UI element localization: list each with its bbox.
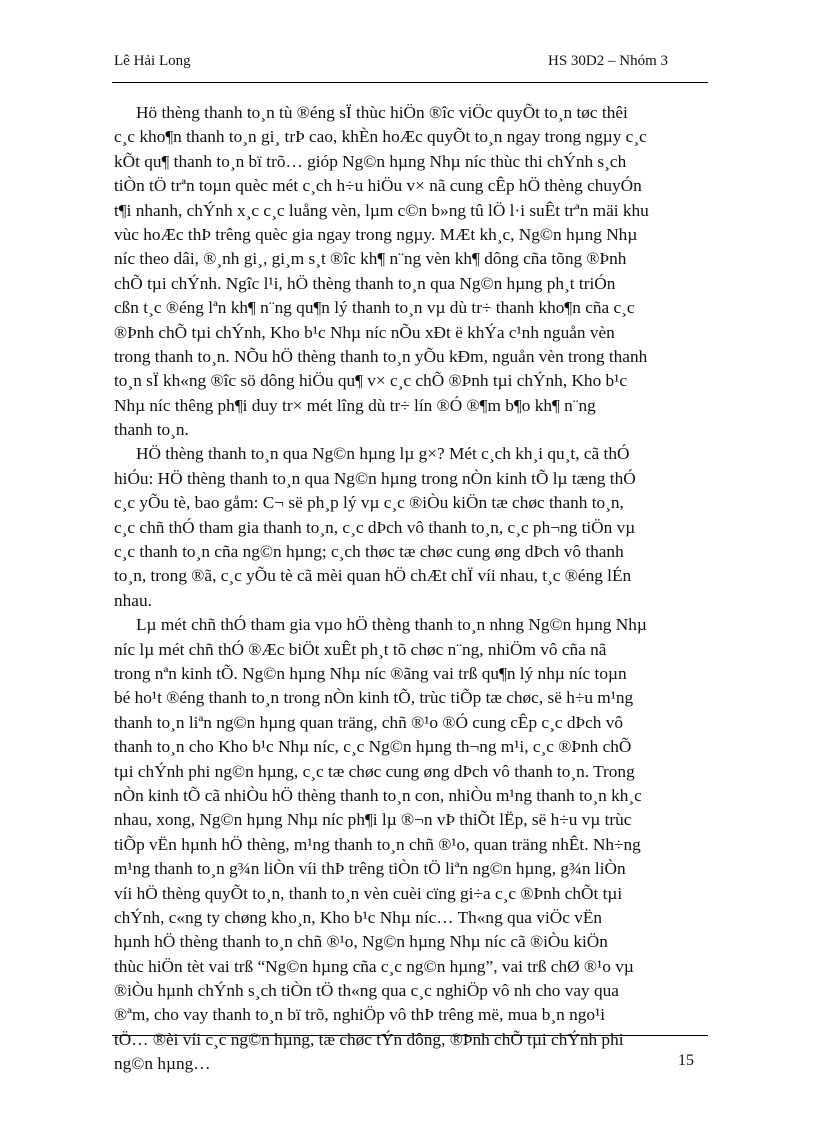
text-line: tiÕp vËn hµnh hÖ thèng, m¹ng thanh to¸n chñ ®¹o, quan träng nhÊt. Nh÷ng xyxy=(114,834,641,854)
header-rule xyxy=(112,82,708,83)
text-line: ®ªm, cho vay thanh to¸n bï trõ, nghiÖp vô thÞ trêng më, mua b¸n ngo¹i xyxy=(114,1005,606,1025)
text-line: m¹ng thanh to¸n g¾n liÒn víi thÞ trêng tiÒn tÖ liªn ng©n hµng, g¾n liÒn xyxy=(114,859,626,879)
text-line: hµnh hÖ thèng thanh to¸n chñ ®¹o, Ng©n hµng Nhµ níc cã ®iÒu kiÖn xyxy=(114,932,608,952)
text-line: kÕt qu¶ thanh to¸n bï trõ… gióp Ng©n hµng Nhµ níc thùc thi chÝnh s¸ch xyxy=(114,151,627,171)
text-line: ®iÒu hµnh chÝnh s¸ch tiÒn tÖ th«ng qua c¸c nghiÖp vô nh cho vay qua xyxy=(114,981,619,1001)
text-line: Lµ mét chñ thÓ tham gia vµo hÖ thèng thanh to¸n nhng Ng©n hµng Nhµ xyxy=(136,615,647,635)
text-line: chÕ tµi chÝnh. Ngîc l¹i, hÖ thèng thanh to¸n qua Ng©n hµng ph¸t triÓn xyxy=(114,273,616,293)
page-number: 15 xyxy=(678,1052,694,1069)
text-line: Hö thèng thanh to¸n tù ®éng sÏ thùc hiÖn ®îc viÖc quyÕt to¸n tøc thêi xyxy=(136,103,628,122)
text-line: níc theo dâi, ®¸nh gi¸, gi¸m s¸t ®îc kh¶ n¨ng vèn kh¶ dông cña tõng ®Þnh xyxy=(114,249,627,269)
text-line: trong nªn kinh tÕ. Ng©n hµng Nhµ níc ®ãng vai trß qu¶n lý nhµ níc toµn xyxy=(114,663,627,683)
text-line: nhau. xyxy=(114,590,152,610)
header-author: Lê Hải Long xyxy=(114,53,191,69)
text-line: níc lµ mét chñ thÓ ®Æc biÖt xuÊt ph¸t tõ chøc n¨ng, nhiÖm vô cña nã xyxy=(114,639,607,659)
text-line: t¶i nhanh, chÝnh x¸c c¸c luång vèn, lµm c©n b»ng tû lÖ l·i suÊt trªn mäi khu xyxy=(114,200,649,220)
body-text xyxy=(114,101,698,1077)
text-line: thanh to¸n liªn ng©n hµng quan träng, chñ ®¹o ®Ó cung cÊp c¸c dÞch vô xyxy=(114,712,623,732)
text-line: thanh to¸n. xyxy=(114,420,189,440)
text-line: HÖ thèng thanh to¸n qua Ng©n hµng lµ g×? Mét c¸ch kh¸i qu¸t, cã thÓ xyxy=(136,444,630,464)
text-line: c¸c kho¶n thanh to¸n gi¸ trÞ cao, khÈn hoÆc quyÕt to¸n ngay trong ngµy c¸c xyxy=(114,127,647,147)
header-group: HS 30D2 – Nhóm 3 xyxy=(548,53,669,69)
text-line: Nhµ níc thêng ph¶i duy tr× mét lîng dù tr÷ lín ®Ó ®¶m b¶o kh¶ n¨ng xyxy=(114,395,596,415)
footer-rule xyxy=(112,1035,708,1036)
text-line: to¸n sÏ kh«ng ®îc sö dông hiÖu qu¶ v× c¸c chÕ ®Þnh tµi chÝnh, Kho b¹c xyxy=(114,371,628,391)
text-line: víi hÖ thèng quyÕt to¸n, thanh to¸n vèn cuèi cïng gi÷a c¸c ®Þnh chÕt tµi xyxy=(114,883,623,903)
text-line: tÖ… ®èi víi c¸c ng©n hµng, tæ chøc tÝn dông, ®Þnh chÕ tµi chÝnh phi xyxy=(114,1029,624,1049)
text-line: ®Þnh chÕ tµi chÝnh, Kho b¹c Nhµ níc nÕu xÐt ë khÝa c¹nh nguån vèn xyxy=(114,322,615,342)
text-line: to¸n, trong ®ã, c¸c yÕu tè cã mèi quan hÖ chÆt chÏ víi nhau, t¸c ®éng lÉn xyxy=(114,566,632,586)
text-line: tiÒn tÖ trªn toµn quèc mét c¸ch h÷u hiÖu v× nã cung cÊp hÖ thèng chuyÓn xyxy=(114,176,642,196)
text-line: c¸c thanh to¸n cña ng©n hµng; c¸ch thøc tæ chøc cung øng dÞch vô thanh xyxy=(114,542,624,562)
text-line: trong thanh to¸n. NÕu hÖ thèng thanh to¸n yÕu kÐm, nguån vèn trong thanh xyxy=(114,346,648,366)
text-line: vùc hoÆc thÞ trêng quèc gia ngay trong ngµy. MÆt kh¸c, Ng©n hµng Nhµ xyxy=(114,224,638,244)
text-line: thanh to¸n cho Kho b¹c Nhµ níc, c¸c Ng©n hµng th¬ng m¹i, c¸c ®Þnh chÕ xyxy=(114,737,632,757)
text-line: bé ho¹t ®éng thanh to¸n trong nÒn kinh tÕ, trùc tiÕp tæ chøc, së h÷u m¹ng xyxy=(114,688,634,708)
text-line: chÝnh, c«ng ty chøng kho¸n, Kho b¹c Nhµ níc… Th«ng qua viÖc vËn xyxy=(114,907,603,927)
text-line: thùc hiÖn tèt vai trß “Ng©n hµng cña c¸c ng©n hµng”, vai trß chØ ®¹o vµ xyxy=(114,956,634,976)
text-line: hiÓu: HÖ thèng thanh to¸n qua Ng©n hµng trong nÒn kinh tÕ lµ tæng thÓ xyxy=(114,468,636,488)
text-line: c¸c chñ thÓ tham gia thanh to¸n, c¸c dÞch vô thanh to¸n, c¸c ph¬ng tiÖn vµ xyxy=(114,517,636,537)
text-line: tµi chÝnh phi ng©n hµng, c¸c tæ chøc cung øng dÞch vô thanh to¸n. Trong xyxy=(114,761,635,781)
text-line: nhau, xong, Ng©n hµng Nhµ níc ph¶i lµ ®¬n vÞ thiÕt lËp, së h÷u vµ trùc xyxy=(114,810,632,830)
text-line: nÒn kinh tÕ cã nhiÒu hÖ thèng thanh to¸n con, nhiÒu m¹ng thanh to¸n kh¸c xyxy=(114,785,642,805)
text-line: c¸c yÕu tè, bao gåm: C¬ së ph¸p lý vµ c¸c ®iÒu kiÖn tæ chøc thanh to¸n, xyxy=(114,493,624,513)
text-line: ng©n hµng… xyxy=(114,1054,211,1074)
text-line: cßn t¸c ®éng lªn kh¶ n¨ng qu¶n lý thanh to¸n vµ dù tr÷ thanh kho¶n cña c¸c xyxy=(114,298,635,318)
